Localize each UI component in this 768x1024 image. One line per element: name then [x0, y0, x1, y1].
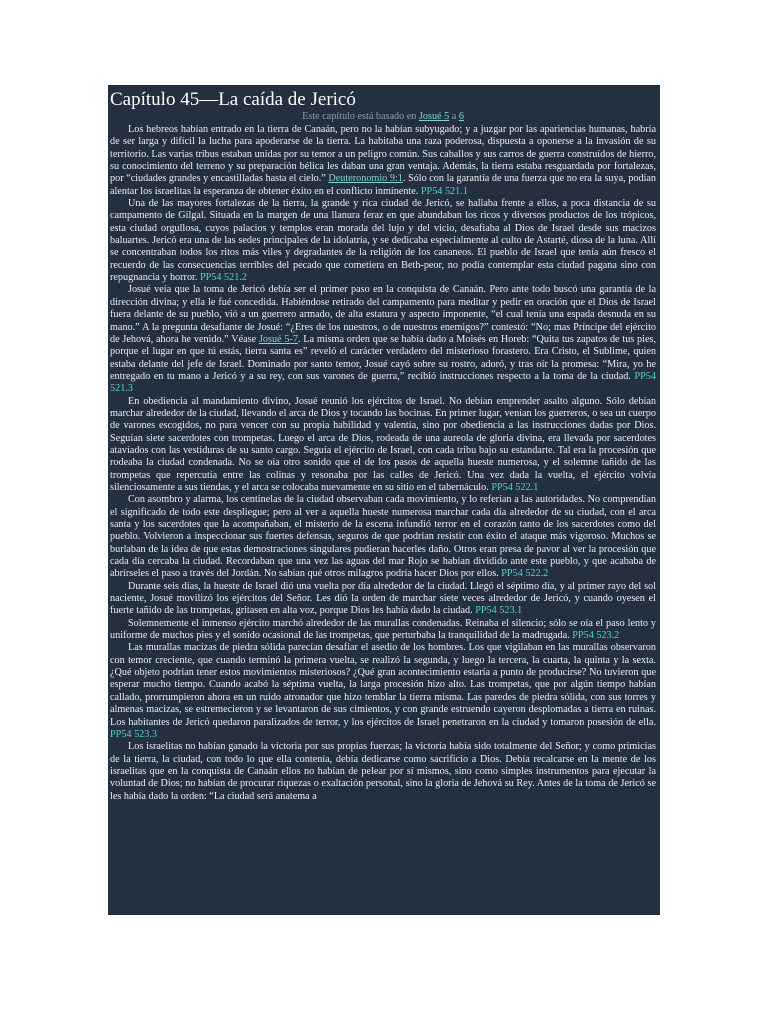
paragraph-text: Una de las mayores fortalezas de la tierra, la grande y rica ciudad de Jericó, se hallaba frente a ellos, a poca distancia de su campamento de Gilgal. Situada en la margen de una llanura feraz en que abundaban los ricos y diversos productos de los trópicos, esta ciudad orgullosa, cuyos palacios y templos eran morada del lujo y del vicio, desafiaba al Dios de Israel desde sus macizos baluartes. Jericó era una de las sedes principales de la idolatría, y se dedicaba especialmente al culto de Astarté, diosa de la luna. Allí se concentraban todos los ritos más viles y degradantes de la religión de los cananeos. El pueblo de Israel que tenía aún fresco el recuerdo de las consecuencias terribles del pecado que cometiera en Beth-peor, no podía contemplar esta ciudad pagana sino con repugnancia y horror. — [110, 198, 656, 284]
source-link-josue-5[interactable]: Josué 5 — [418, 111, 450, 122]
paragraph-text: En obediencia al mandamiento divino, Josué reunió los ejércitos de Israel. No debían emprender asalto alguno. Sólo debían marchar alrededor de la ciudad, llevando el arca de Dios y tocando las bocinas. En primer lugar, venían los guerreros, o sea un cuerpo de varones escogidos, no para vencer con su propia habilidad y valentía, sino por obediencia a las instrucciones dadas por Dios. Seguían siete sacerdotes con trompetas. Luego el arca de Dios, rodeada de una aureola de gloria divina, era llevada por sacerdotes ataviados con las vestiduras de su santo cargo. Seguía el ejército de Israel, con cada tribu bajo su estandarte. Tal era la procesión que rodeaba la ciudad condenada. No se oía otro sonido que el de los pasos de aquella hueste numerosa, y el solemne tañido de las trompetas que repercutía entre las colinas y resonaba por las calles de Jericó. Una vez dada la vuelta, el ejército volvía silenciosamente a sus tiendas, y el arca se colocaba nuevamente en su sitio en el tabernáculo. — [110, 395, 656, 493]
paragraph-text: Los israelitas no habían ganado la victoria por sus propias fuerzas; la victoria había sido totalmente del Señor; y como primicias de la tierra, la ciudad, con todo lo que ella contenía, debía dedicarse como sacrificio a Dios. Debía recalcarse en la mente de los israelitas que en la conquista de Canaán ellos no habían de pelear por sí mismos, sino como simples instrumentos para ejecutar la voluntad de Dios; no habían de procurar riquezas o exaltación personal, sino la gloria de Jehová su Rey. Antes de la toma de Jericó se les había dado la orden: “La ciudad será anatema a — [110, 741, 656, 802]
source-separator: a — [451, 111, 457, 122]
chapter-title: Capítulo 45—La caída de Jericó — [110, 89, 356, 110]
paragraph-5 — [110, 494, 656, 580]
document-page — [108, 85, 660, 915]
paragraph-2 — [110, 198, 656, 284]
paragraph-reference[interactable]: PP54 523.1 — [475, 605, 523, 617]
paragraph-text: Las murallas macizas de piedra sólida parecían desafiar el asedio de los hombres. Los que vigilaban en las murallas observaron con temor creciente, que cuando terminó la primera vuelta, se realizó la segunda, y luego la tercera, la cuarta, la quinta y la sexta. ¿Qué objeto podrían tener estos movimientos misteriosos? ¿Qué gran acontecimiento estaría a punto de producirse? No tuvieron que esperar mucho tiempo. Cuando acabó la séptima vuelta, la larga procesión hizo alto. Las trompetas, que por algún tiempo habían callado, prorrumpieron ahora en un ruido atronador que hizo temblar la tierra misma. Las paredes de piedra sólida, con sus torres y almenas macizas, se estremecieron y se levantaron de sus cimientos, y con grande estruendo cayeron desplomadas a tierra en ruinas. Los habitantes de Jericó quedaron paralizados de terror, y los ejércitos de Israel penetraron en la ciudad y tomaron posesión de ella. — [110, 642, 656, 728]
paragraph-text: Los hebreos habían entrado en la tierra de Canaán, pero no la habían subyugado; y a juzgar por las apariencias humanas, habría de ser larga y difícil la lucha para apoderarse de la tierra. La habitaba una raza poderosa, dispuesta a oponerse a la invasión de su territorio. Las varias tribus estaban unidas por su temor a un peligro común. Sus caballos y sus carros de guerra construídos de hierro, su conocimiento del terreno y su preparación bélica les daban una gran ventaja. Además, la tierra estaba resguardada por fortalezas, por “ciudades grandes y encastilladas hasta el cielo.” — [110, 124, 656, 185]
paragraph-text: Josué veía que la toma de Jericó debía ser el primer paso en la conquista de Canaán. Pero ante todo buscó una garantía de la dirección divina; y ella le fué concedida. Habiéndose retirado del campamento para meditar y pedir en oración que el Dios de Israel fuera delante de su pueblo, vió a un guerrero armado, de alta estatura y aspecto imponente, “el cual tenía una espada desnuda en su mano.” A la pregunta desafiante de Josué: “¿Eres de los nuestros, o de nuestros enemigos?” contestó: “No; mas Príncipe del ejército de Jehová, ahora he venido.” Véase — [110, 284, 656, 345]
paragraph-text-continued: . La misma orden que se había dado a Moisés en Horeb: “Quita tus zapatos de tus pies, porque el lugar en que tú estás, tierra santa es” reveló el carácter verdadero del misterioso forastero. Era Cristo, el Sublime, quien estaba delante del jefe de Israel. Dominado por santo temor, Josué cayó sobre su rostro, adoró, y tras oír la promesa: “Mira, yo he entregado en tu mano a Jericó y a su rey, con sus varones de guerra,” recibió instrucciones respecto a la toma de la ciudad. — [110, 333, 657, 382]
paragraph-9 — [110, 741, 656, 803]
paragraph-reference[interactable]: PP54 521.2 — [199, 272, 247, 284]
paragraph-7 — [110, 618, 656, 643]
paragraph-reference[interactable]: PP54 523.2 — [572, 630, 620, 642]
paragraph-reference[interactable]: PP54 521.1 — [420, 185, 468, 197]
scripture-link[interactable]: Josué 5-7 — [258, 333, 298, 345]
chapter-source-note — [110, 111, 656, 123]
source-prefix: Este capítulo está basado en — [302, 111, 417, 122]
scripture-link[interactable]: Deuteronomio 9:1 — [328, 173, 403, 185]
paragraph-reference[interactable]: PP54 522.2 — [501, 568, 549, 580]
paragraph-1 — [110, 124, 656, 198]
paragraph-text: Solemnemente el inmenso ejército marchó alrededor de las murallas condenadas. Reinaba el silencio; sólo se oía el paso lento y uniforme de muchos pies y el sonido ocasional de las trompetas, que perturbaba la tranquilidad de la madrugada. — [110, 617, 656, 642]
paragraph-4 — [110, 396, 656, 495]
paragraph-text: Durante seis días, la hueste de Israel dió una vuelta por día alrededor de la ciudad. Llegó el séptimo día, y al primer rayo del sol naciente, Josué movilizó los ejércitos del Señor. Les dió la orden de marchar siete veces alrededor de Jericó, y cuando oyesen el fuerte tañido de las trompetas, gritasen en alta voz, porque Dios les había dado la ciudad. — [110, 580, 656, 617]
paragraph-reference[interactable]: PP54 521.3 — [110, 370, 656, 395]
source-link-6[interactable]: 6 — [458, 111, 464, 122]
document-content — [108, 85, 660, 803]
paragraph-text-continued: . Sólo con la garantía de una fuerza que no era la suya, podían alentar los israelitas la esperanza de obtener éxito en el conflicto inminente. — [110, 173, 657, 197]
paragraph-reference[interactable]: PP54 523.3 — [110, 728, 157, 740]
paragraph-3 — [110, 284, 656, 395]
paragraph-6 — [110, 581, 656, 618]
paragraph-8 — [110, 642, 656, 741]
paragraph-text: Con asombro y alarma, los centinelas de la ciudad observaban cada movimiento, y lo referían a las autoridades. No comprendían el significado de todo este despliegue; pero al ver a aquella hueste numerosa marchar cada día alrededor de su ciudad, con el arca santa y los sacerdotes que la acompañaban, el misterio de la escena infundió terror en el corazón tanto de los sacerdotes como del pueblo. Volvieron a inspeccionar sus fuertes defensas, seguros de que podrían resistir con éxito el ataque más vigoroso. Muchos se burlaban de la idea de que estas demostraciones singulares pudieran hacerles daño. Otros eran presa de pavor al ver la procesión que cada día cercaba la ciudad. Recordaban que una vez las aguas del mar Rojo se habían dividido ante este pueblo, y que acababa de abrírseles el paso a través del Jordán. No sabían qué otros milagros podría hacer Dios por ellos. — [110, 494, 656, 580]
paragraph-reference[interactable]: PP54 522.1 — [491, 481, 539, 493]
